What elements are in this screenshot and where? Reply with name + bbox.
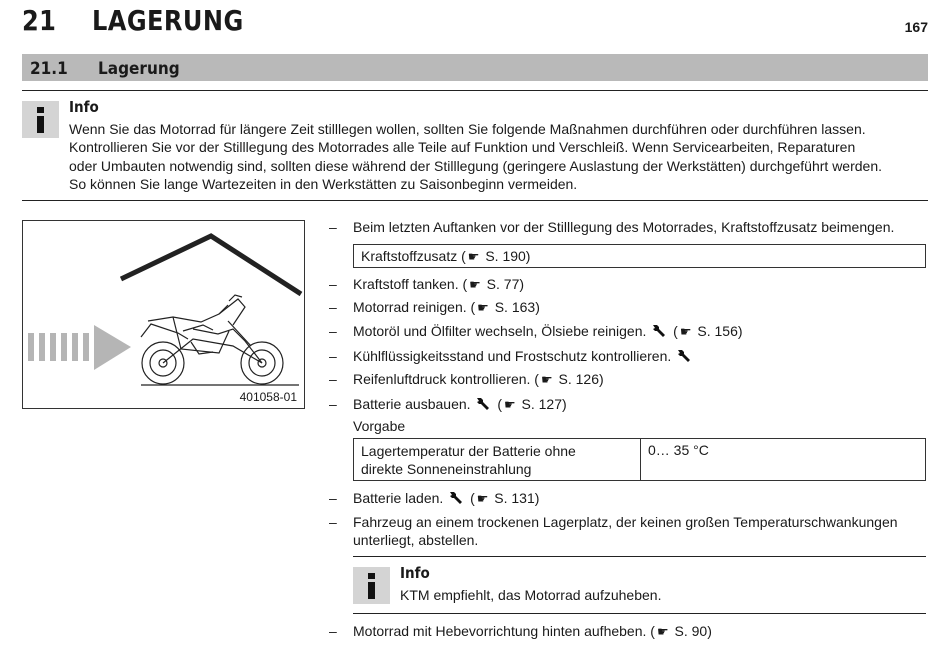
storage-figure bbox=[22, 220, 305, 409]
section-number: 21.1 bbox=[30, 59, 68, 79]
chapter-title: LAGERUNG bbox=[92, 4, 244, 37]
divider bbox=[353, 613, 926, 614]
arrow-right-icon bbox=[28, 325, 131, 370]
pointing-hand-icon: ☛ bbox=[467, 249, 480, 264]
page-reference-link[interactable]: S. 127) bbox=[517, 396, 567, 412]
pointing-hand-icon: ☛ bbox=[679, 324, 692, 339]
section-title: Lagerung bbox=[98, 59, 180, 79]
page-reference-link[interactable]: S. 126) bbox=[554, 371, 604, 387]
spec-parameter: Lagertemperatur der Batterie ohne direkte Sonneneinstrahlung bbox=[361, 443, 576, 477]
info-text: KTM empfiehlt, das Motorrad aufzuheben. bbox=[400, 587, 662, 603]
spec-label: Vorgabe bbox=[353, 418, 406, 434]
info-text: Wenn Sie das Motorrad für längere Zeit stilllegen wollen, sollten Sie folgende Maßnahmen durchführen oder durchführen lassen. Kontrollieren Sie vor der Stilllegung des Motorrades alle Teile auf Funktion und Verschleiß. Wenn Servicearbeiten, Reparaturen oder Umbauten notwendig sind, sollten diese während der Stilllegung (geringere Auslastung der Werkstätten) durchgeführt werden. So können Sie lange Wartezeiten in den Werkstätten zu Saisonbeginn vermeiden. bbox=[69, 121, 882, 192]
spec-table bbox=[353, 438, 926, 481]
info-title: Info bbox=[400, 564, 430, 582]
info-title: Info bbox=[69, 98, 99, 116]
page-number: 167 bbox=[904, 19, 928, 35]
page-reference-link[interactable]: S. 131) bbox=[490, 490, 540, 506]
motorcycle-icon bbox=[141, 295, 283, 384]
wrench-icon bbox=[449, 491, 464, 505]
wrench-icon bbox=[677, 349, 692, 363]
section-heading bbox=[22, 54, 928, 81]
pointing-hand-icon: ☛ bbox=[469, 277, 481, 292]
page-reference-link[interactable]: S. 77) bbox=[482, 276, 525, 292]
page-reference-link[interactable]: S. 156) bbox=[693, 323, 743, 339]
pointing-hand-icon: ☛ bbox=[503, 397, 516, 412]
wrench-icon bbox=[476, 397, 491, 411]
wrench-icon bbox=[652, 324, 667, 338]
garage-roof-icon bbox=[121, 236, 301, 294]
figure-label: 401058-01 bbox=[239, 390, 297, 404]
pointing-hand-icon: ☛ bbox=[476, 491, 489, 506]
divider bbox=[22, 90, 928, 91]
divider bbox=[353, 556, 926, 557]
spec-value: 0… 35 °C bbox=[648, 442, 709, 458]
page-reference-link[interactable]: S. 190) bbox=[481, 248, 531, 264]
chapter-header bbox=[22, 4, 928, 40]
info-icon bbox=[353, 567, 390, 604]
storage-illustration bbox=[23, 221, 304, 408]
divider bbox=[22, 200, 928, 201]
page-reference-link[interactable]: S. 90) bbox=[670, 623, 712, 639]
reference-box: Kraftstoffzusatz ( ☛ S. 190) bbox=[353, 244, 926, 268]
info-icon bbox=[22, 101, 59, 138]
chapter-number: 21 bbox=[22, 4, 57, 37]
pointing-hand-icon: ☛ bbox=[477, 300, 489, 315]
page-reference-link[interactable]: S. 163) bbox=[490, 299, 540, 315]
pointing-hand-icon: ☛ bbox=[656, 624, 669, 639]
pointing-hand-icon: ☛ bbox=[540, 372, 553, 387]
